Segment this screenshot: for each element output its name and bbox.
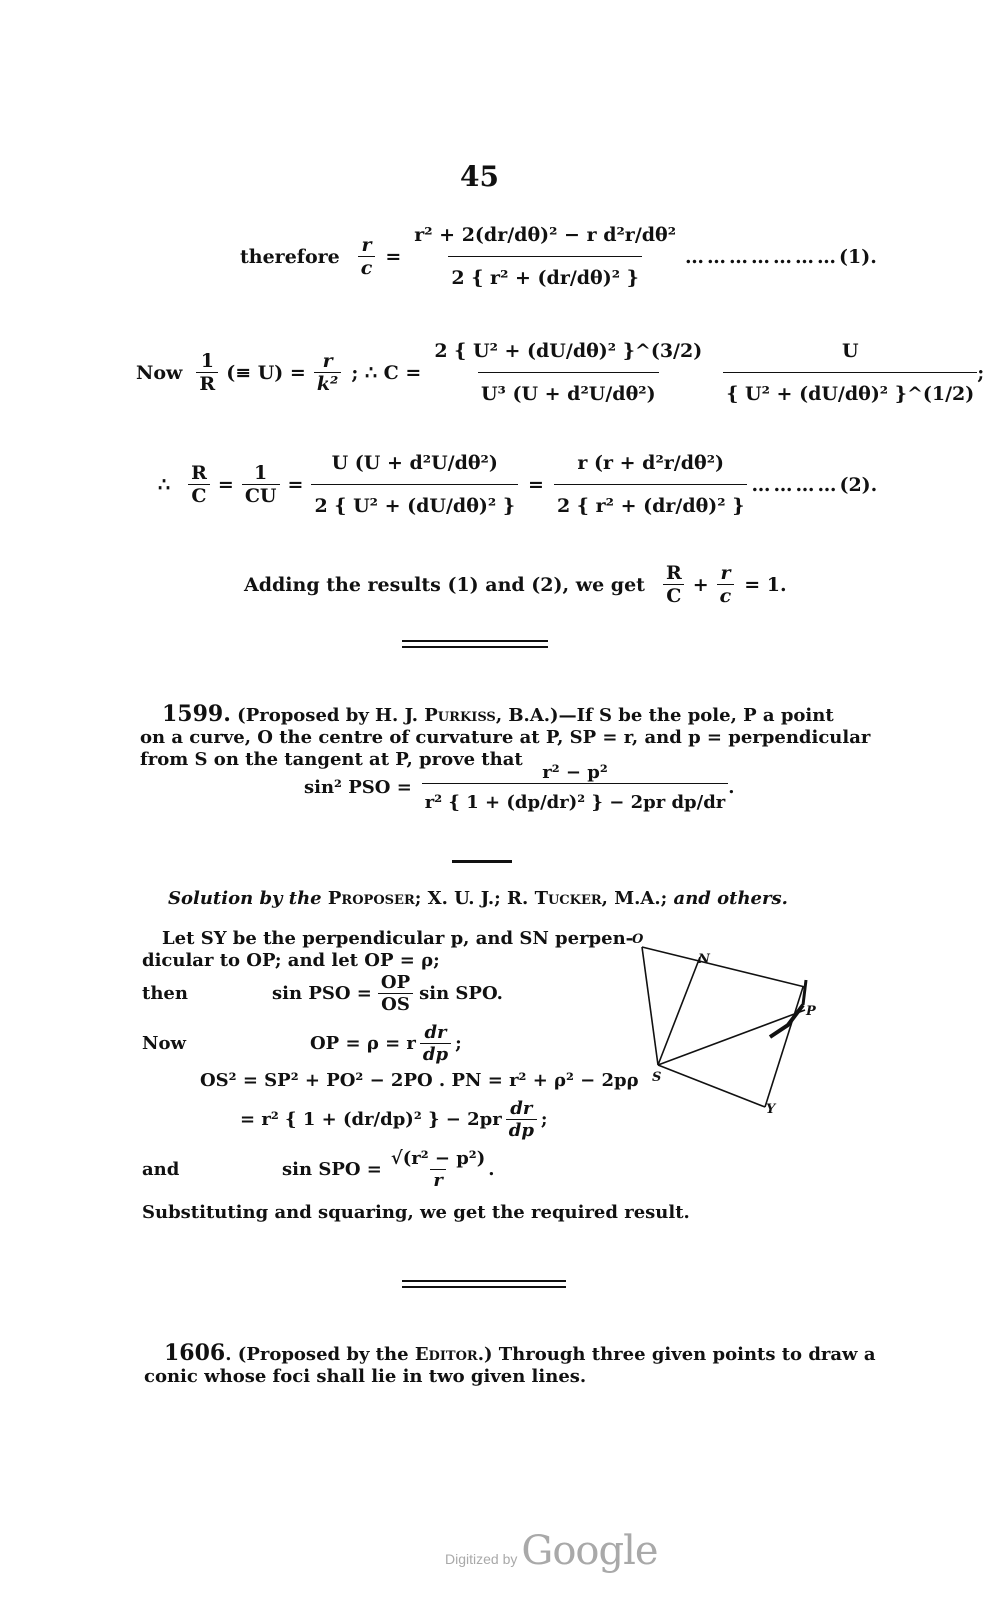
eq2-therefore: ∴ [158, 473, 171, 496]
sol-then-frac [378, 972, 413, 1015]
p1599-line3: from S on the tangent at P, prove that [140, 749, 523, 770]
sol-now-line [142, 1022, 462, 1065]
eq2-eq2: = [287, 473, 304, 496]
now-frac2 [314, 350, 342, 395]
sol-and-lhs: sin SPO = [282, 1159, 382, 1180]
label-o: O [632, 932, 644, 947]
divider-double-2b [402, 1286, 566, 1288]
eq2-f4-den: 2 { r² + (dr/dθ)² } [554, 484, 747, 517]
eq2-f1-num: R [191, 462, 207, 484]
adding-text: Adding the results (1) and (2), we get [244, 573, 645, 596]
now-frac4 [723, 340, 977, 405]
p1599-proposer-close: , B.A.)—If S be the pole, P a point [495, 705, 834, 726]
adding-f1-num: R [665, 562, 682, 584]
eq1-lhs-num: r [361, 234, 372, 256]
sol-now-frac [420, 1022, 451, 1065]
divider-double-2a [402, 1280, 566, 1282]
eq2-f3 [311, 452, 518, 517]
equation-now [136, 340, 984, 405]
p1599-equation [304, 762, 735, 813]
now-word: Now [136, 361, 183, 384]
sol-os2-frac [506, 1098, 537, 1141]
sol-now-num: dr [424, 1022, 447, 1043]
problem-1606 [144, 1342, 876, 1388]
figure-lines [642, 947, 805, 1107]
now-frac4-den: { U² + (dU/dθ)² }^(1/2) [723, 372, 977, 405]
page-number: 45 [460, 160, 499, 193]
now-equiv: (≡ U) = [226, 361, 306, 384]
now-frac3-den: U³ (U + d²U/dθ²) [478, 372, 659, 405]
sol-os-line: OS² = SP² + PO² − 2PO . PN = r² + ρ² − 2pρ [200, 1070, 639, 1091]
p1599-eq-lhs: sin² PSO = [304, 777, 412, 798]
sol-then-den: OS [378, 993, 413, 1015]
eq2-eq3: = [528, 473, 544, 496]
p1606-open: (Proposed by the [237, 1344, 409, 1365]
eq2-f2-den: CU [242, 484, 280, 507]
sol-and-frac [388, 1148, 488, 1191]
adding-end: = 1. [744, 573, 787, 596]
adding-f2-den: c [717, 584, 735, 607]
sol-and-end: . [488, 1159, 495, 1180]
p1599-eq-num: r² − p² [542, 762, 608, 783]
sol-os2-den: dp [506, 1119, 537, 1141]
now-end: ; [977, 361, 985, 384]
problem-1599 [140, 701, 871, 771]
digitized-text: Digitized by [445, 1551, 518, 1567]
sol-and-den: r [430, 1169, 445, 1191]
solution-suffix: , M.A.; [601, 888, 668, 909]
digitized-watermark [445, 1528, 658, 1574]
divider-double-1a [402, 640, 548, 642]
curve-arc-upper [803, 980, 806, 1005]
sol-then-rhs: sin SPO. [419, 983, 503, 1004]
sol-then-num: OP [380, 972, 411, 993]
adding-f1-den: C [663, 584, 684, 607]
google-logo: Google [521, 1528, 658, 1574]
sol-then-line [142, 972, 503, 1015]
eq1-equals: = [385, 245, 402, 268]
equation-1 [240, 224, 877, 289]
p1606-editor: Editor [414, 1344, 478, 1365]
now-frac2-num: r [322, 350, 333, 372]
line-sp [658, 1010, 805, 1065]
p1599-eq-fraction [422, 762, 728, 813]
solution-sep: ; X. U. J.; R. [414, 888, 529, 909]
eq2-f4-num: r (r + d²r/dθ²) [577, 452, 725, 474]
p1599-line2: on a curve, O the centre of curvature at P, SP = r, and p = perpendicular [140, 727, 871, 748]
label-y: Y [766, 1102, 776, 1117]
sol-and-word: and [142, 1159, 180, 1180]
eq2-f3-num: U (U + d²U/dθ²) [331, 452, 498, 474]
p1599-number: 1599. [162, 701, 231, 727]
adding-line [244, 562, 787, 607]
sol-line1: Let SY be the perpendicular p, and SN perpen- [162, 928, 634, 949]
sol-now-den: dp [420, 1043, 451, 1065]
equation-2 [158, 452, 877, 517]
now-frac1 [196, 350, 218, 395]
sol-os2-line [240, 1098, 548, 1141]
line-os [642, 947, 658, 1065]
solution-heading [168, 888, 788, 909]
sol-now-word: Now [142, 1033, 186, 1054]
eq1-lhs-den: c [358, 256, 376, 279]
solution-others: and others. [673, 888, 788, 909]
sol-subst: Substituting and squaring, we get the required result. [142, 1202, 690, 1223]
eq1-word: therefore [240, 245, 340, 268]
now-frac3-num: 2 { U² + (dU/dθ)² }^(3/2) [434, 340, 703, 362]
eq2-eq1: = [217, 473, 234, 496]
eq2-f2-num: 1 [254, 462, 268, 484]
eq2-f3-den: 2 { U² + (dU/dθ)² } [311, 484, 518, 517]
eq2-f4 [554, 452, 747, 517]
p1606-rest: .) Through three given points to draw a [477, 1344, 876, 1365]
now-mid: ; ∴ C = [351, 361, 422, 384]
eq1-leader: ………………… [685, 245, 840, 268]
sol-line2: dicular to OP; and let OP = ρ; [142, 950, 440, 971]
eq2-f2 [242, 462, 280, 507]
sol-now-end: ; [455, 1033, 462, 1054]
eq2-f1-den: C [188, 484, 209, 507]
p1599-proposer-name: Purkiss [424, 705, 496, 726]
sol-now-lhs: OP = ρ = r [310, 1033, 416, 1054]
p1606-line1 [144, 1342, 876, 1366]
divider-short [452, 860, 512, 863]
eq2-leader: ………… [751, 473, 840, 496]
p1606-dot: . [225, 1344, 232, 1365]
line-tangent [765, 987, 803, 1107]
sol-os2-end: ; [540, 1109, 548, 1130]
label-p: P [806, 1004, 816, 1019]
p1599-proposer-open: (Proposed by H. J. [237, 705, 418, 726]
sol-and-num: √(r² − p²) [390, 1148, 486, 1169]
eq1-rhs-fraction [411, 224, 679, 289]
now-frac2-den: k² [314, 372, 342, 395]
p1606-number: 1606 [164, 1340, 226, 1366]
eq1-tag: (1). [839, 245, 877, 268]
adding-f1 [663, 562, 685, 607]
solution-intro [142, 928, 633, 972]
sol-os2-text: = r² { 1 + (dr/dp)² } − 2pr [240, 1109, 502, 1130]
now-frac4-num: U [841, 340, 859, 362]
eq1-rhs-den: 2 { r² + (dr/dθ)² } [448, 256, 641, 289]
sol-then-lhs: sin PSO = [272, 983, 372, 1004]
label-s: S [652, 1070, 662, 1085]
p1599-eq-end: . [728, 777, 735, 798]
sol-then-word: then [142, 983, 188, 1004]
now-frac1-den: R [196, 372, 218, 395]
solution-prefix: Solution by the [168, 888, 322, 909]
label-n: N [698, 952, 710, 967]
adding-plus: + [692, 573, 709, 596]
line-sn [658, 957, 700, 1065]
now-frac1-num: 1 [200, 350, 214, 372]
line-sy [658, 1065, 765, 1107]
eq1-lhs-fraction [358, 234, 376, 279]
sol-and-line [142, 1148, 495, 1191]
eq1-rhs-num: r² + 2(dr/dθ)² − r d²r/dθ² [414, 224, 677, 246]
line-op [642, 947, 805, 987]
p1599-line1 [140, 701, 834, 727]
solution-proposer: Proposer [327, 888, 415, 909]
sol-os2-num: dr [510, 1098, 533, 1119]
divider-double-1b [402, 646, 548, 648]
eq2-tag: (2). [839, 473, 878, 496]
p1606-line2: conic whose foci shall lie in two given lines. [144, 1366, 587, 1387]
solution-tucker: Tucker [534, 888, 602, 909]
now-frac3 [431, 340, 705, 405]
p1599-eq-den: r² { 1 + (dp/dr)² } − 2pr dp/dr [422, 783, 728, 813]
adding-f2 [717, 562, 735, 607]
adding-f2-num: r [720, 562, 731, 584]
eq2-f1 [188, 462, 210, 507]
geometry-figure [620, 925, 830, 1125]
